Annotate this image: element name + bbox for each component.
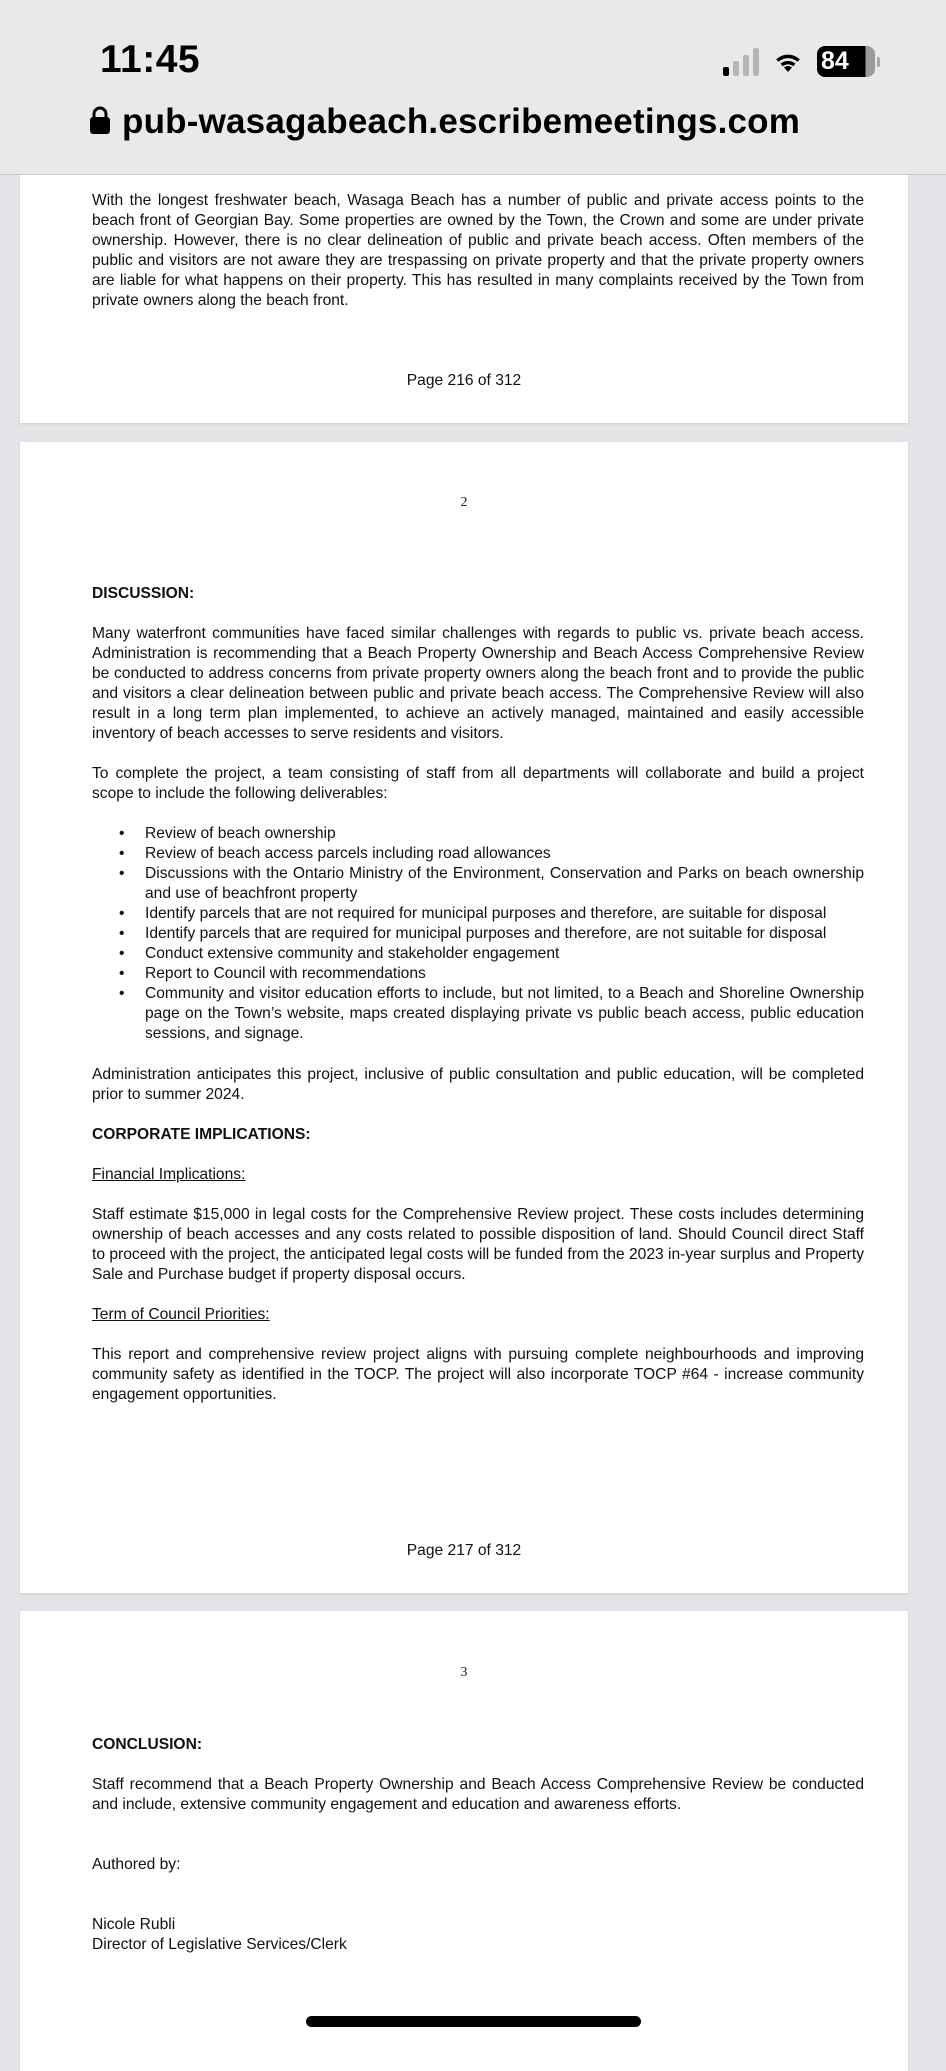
list-item: • Conduct extensive community and stakeholder engagement: [145, 944, 864, 964]
conclusion-paragraph: Staff recommend that a Beach Property Ownership and Beach Access Comprehensive Review be conducted and include, extensive community engagement and education and awareness efforts.: [92, 1776, 864, 1813]
document-page-218: [20, 1611, 908, 2071]
list-item: • Report to Council with recommendations: [145, 964, 864, 984]
page-content: [92, 1735, 864, 1955]
authored-by-label: Authored by:: [92, 1856, 181, 1873]
background-paragraph: With the longest freshwater beach, Wasaga Beach has a number of public and private access points to the beach front of Georgian Bay. Some properties are owned by the Town, the Crown and some are under private ownership. However, there is no clear delineation of public and private beach access. Often members of the public and visitors are not aware they are trespassing on private property and that the private property owners are liable for what happens on their property. This has resulted in many complaints received by the Town from private owners along the beach front.: [92, 192, 864, 309]
list-item: • Identify parcels that are not required for municipal purposes and therefore, are suitable for disposal: [145, 904, 864, 924]
financial-paragraph: Staff estimate $15,000 in legal costs for the Comprehensive Review project. These costs includes determining ownership of beach accesses and any costs related to possible disposition of land. Should Council direct Staff to proceed with the project, the anticipated legal costs will be funded from the 2023 in-year surplus and Property Sale and Purchase budget if property disposal occurs.: [92, 1206, 864, 1283]
home-indicator[interactable]: [306, 2016, 641, 2027]
section-heading-conclusion: CONCLUSION:: [92, 1736, 203, 1753]
address-bar[interactable]: [88, 102, 800, 142]
page-footer: Page 217 of 312: [406, 1542, 522, 1559]
author-title: Director of Legislative Services/Clerk: [92, 1936, 347, 1953]
timeline-paragraph: Administration anticipates this project, inclusive of public consultation and public education, will be completed prior to summer 2024.: [92, 1066, 864, 1103]
discussion-paragraph: Many waterfront communities have faced similar challenges with regards to public vs. private beach access. Administration is recommending that a Beach Property Ownership and Beach Access Comprehensive Review be conducted to address concerns from private property owners along the beach front and to provide the public and visitors a clear delineation between public and private beach access. The Comprehensive Review will also result in a long term plan implemented, to achieve an actively managed, maintained and easily accessible inventory of beach accesses to serve residents and visitors.: [92, 625, 864, 742]
subheading-term-of-council-priorities: Term of Council Priorities:: [92, 1306, 270, 1323]
url-text[interactable]: pub-wasagabeach.escribemeetings.com: [122, 102, 801, 141]
priorities-paragraph: This report and comprehensive review project aligns with pursuing complete neighbourhoods and improving community safety as identified in the TOCP. The project will also incorporate TOCP #64 - increase community engagement opportunities.: [92, 1346, 864, 1403]
page-footer: Page 216 of 312: [406, 372, 522, 389]
lock-icon: [88, 105, 112, 140]
page-content: [92, 584, 864, 1405]
status-time: 11:45: [100, 38, 201, 81]
list-item: • Community and visitor education efforts to include, but not limited, to a Beach and Shoreline Ownership page on the Town’s website, maps created displaying private vs public beach access, public education sessions, and signage.: [145, 984, 864, 1044]
list-item: • Review of beach ownership: [145, 824, 864, 844]
section-heading-discussion: DISCUSSION:: [92, 585, 195, 602]
scope-paragraph: To complete the project, a team consisting of staff from all departments will collaborate and build a project scope to include the following deliverables:: [92, 765, 864, 802]
page-number: 2: [460, 495, 468, 510]
section-heading-corporate-implications: CORPORATE IMPLICATIONS:: [92, 1126, 311, 1143]
subheading-financial-implications: Financial Implications:: [92, 1166, 246, 1183]
list-item: • Identify parcels that are required for municipal purposes and therefore, are not suitable for disposal: [145, 924, 864, 944]
page-number: 3: [460, 1665, 468, 1680]
author-name: Nicole Rubli: [92, 1916, 176, 1933]
cellular-signal-icon: [723, 48, 759, 76]
battery-icon: [817, 46, 880, 77]
wifi-icon: [773, 50, 803, 74]
battery-level: 84: [817, 46, 875, 77]
page-content: [92, 166, 864, 311]
list-item: • Discussions with the Ontario Ministry of the Environment, Conservation and Parks on beach ownership and use of beachfront property: [145, 864, 864, 904]
list-item: • Review of beach access parcels including road allowances: [145, 844, 864, 864]
status-icons: [723, 46, 880, 77]
document-page-217: [20, 442, 908, 1593]
browser-top-bar: [0, 0, 946, 175]
deliverables-list: [92, 824, 864, 1044]
